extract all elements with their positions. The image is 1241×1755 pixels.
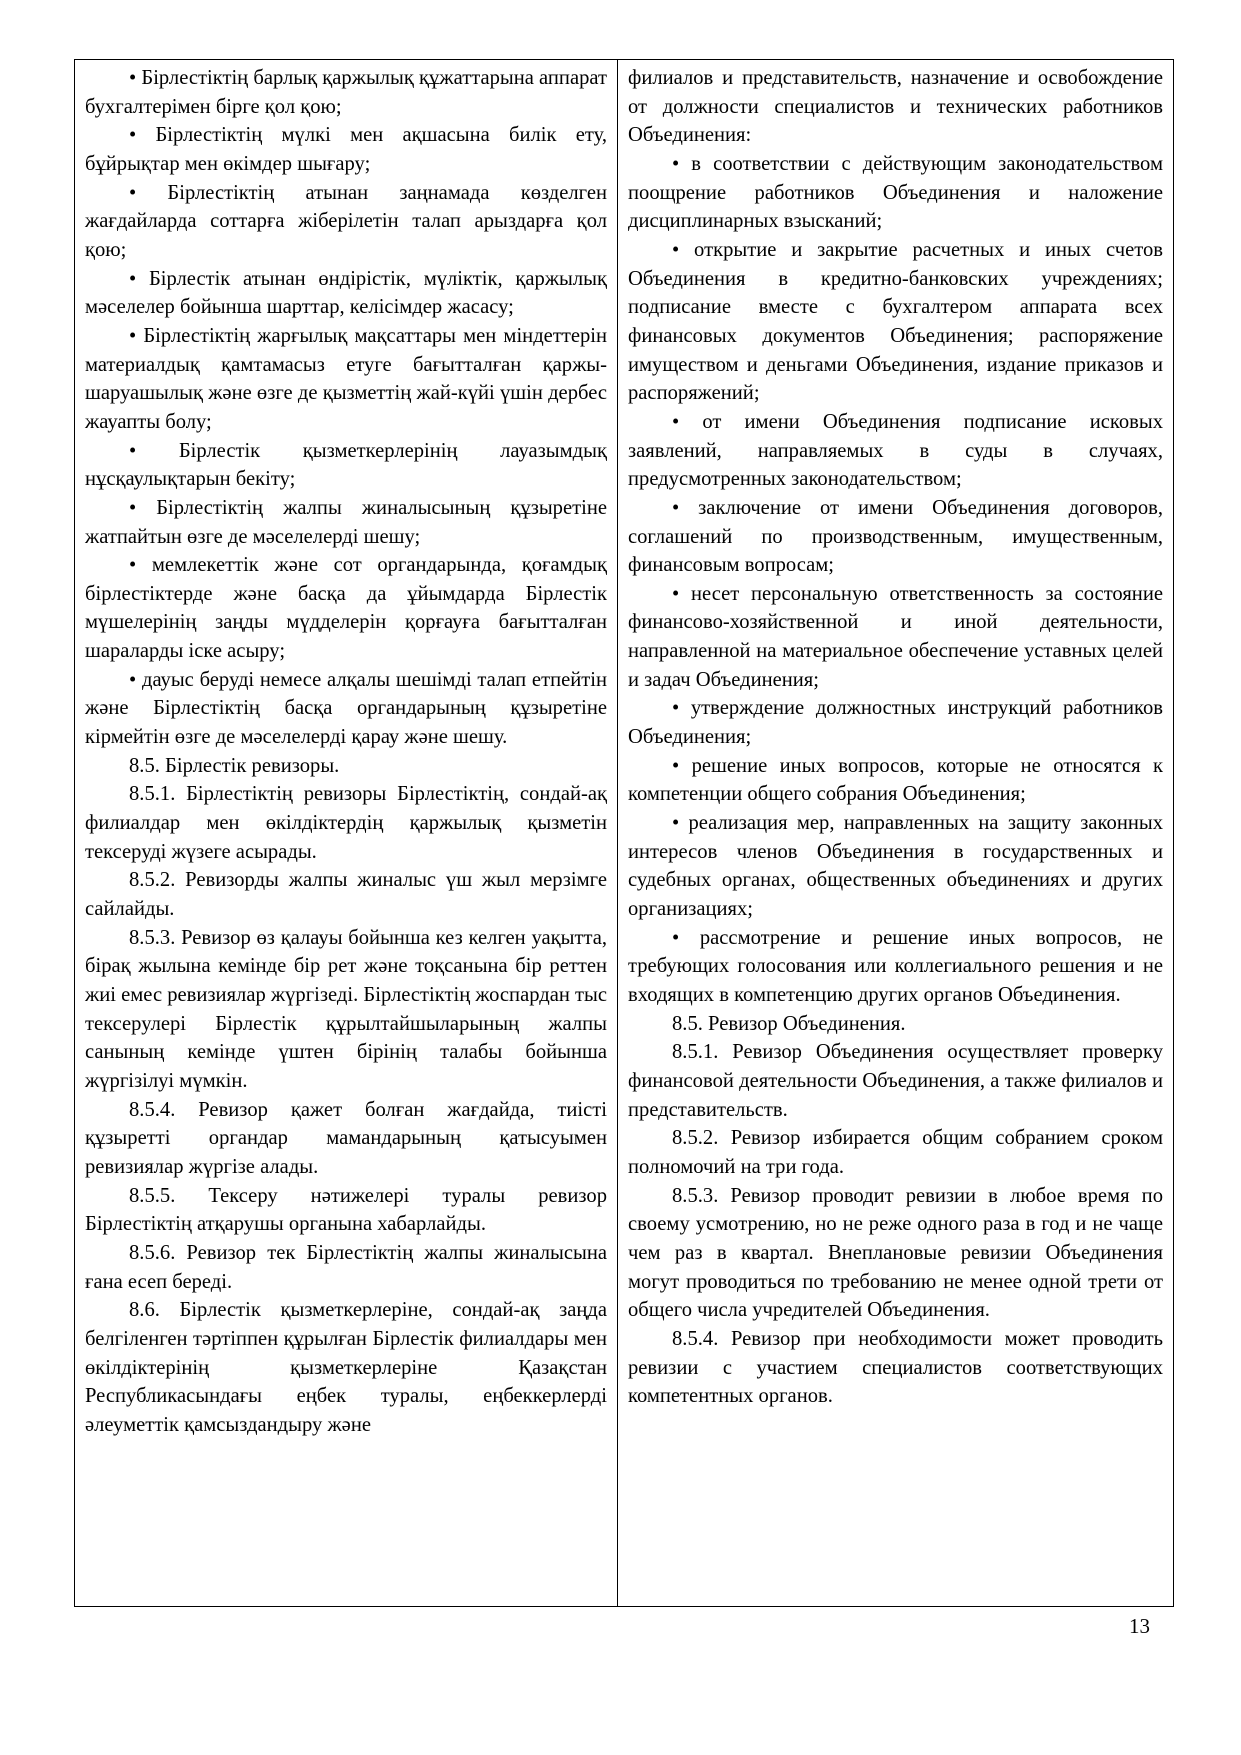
bilingual-text-table <box>74 59 1174 1607</box>
russian-section-heading: 8.5. Ревизор Объединения. <box>672 1012 906 1035</box>
russian-paragraph: 8.5.1. Ревизор Объединения осуществляет проверку финансовой деятельности Объединения, а также филиалов и представительств. <box>628 1041 1163 1121</box>
kazakh-paragraph: • Бірлестіктің атынан заңнамада көзделген жағдайларда соттарға жіберілетін талап арыздарға қол қою; <box>85 181 607 261</box>
kazakh-paragraph: • мемлекеттік және сот органдарында, қоғамдық бірлестіктерде және басқа да ұйымдарда Бірлестік мүшелерінің заңды мүдделерін қорғауға бағытталған шараларды іске асыру; <box>85 554 607 663</box>
kazakh-paragraph: • Бірлестіктің барлық қаржылық құжаттарына аппарат бухгалтерімен бірге қол қою; <box>85 67 607 118</box>
russian-paragraph: 8.5.2. Ревизор избирается общим собранием сроком полномочий на три года. <box>628 1127 1163 1178</box>
kazakh-paragraph: 8.5.2. Ревизорды жалпы жиналыс үш жыл мерзімге сайлайды. <box>85 869 607 921</box>
kazakh-paragraph: 8.5.4. Ревизор қажет болған жағдайда, тиісті құзыретті органдар мамандарының қатысуымен ревизиялар жүргізе алады. <box>85 1098 607 1178</box>
russian-paragraph: • несет персональную ответственность за состояние финансово-хозяйственной и иной деятельности, направленной на материальное обеспечение уставных целей и задач Объединения; <box>628 582 1163 691</box>
russian-text-column <box>618 60 1173 1606</box>
kazakh-paragraph: 8.5.6. Ревизор тек Бірлестіктің жалпы жиналысына ғана есеп береді. <box>85 1241 607 1293</box>
kazakh-paragraph: 8.5.3. Ревизор өз қалауы бойынша кез келген уақытта, бірақ жылына кемінде бір рет және тоқсанына бір реттен жиі емес ревизиялар жүргізеді. Бірлестіктің жоспардан тыс тексерулері Бірлестік құрылтайшыларының жалпы санының кемінде үштен бірінің талабы бойынша жүргізілуі мүмкін. <box>85 926 608 1092</box>
russian-paragraph: • от имени Объединения подписание исковых заявлений, направляемых в суды в случаях, предусмотренных законодательством; <box>628 410 1163 491</box>
russian-paragraph: • утверждение должностных инструкций работников Объединения; <box>628 697 1163 749</box>
kazakh-paragraph: • Бірлестік атынан өндірістік, мүліктік, қаржылық мәселелер бойынша шарттар, келісімдер жасасу; <box>85 267 607 319</box>
kazakh-paragraph: • Бірлестіктің жалпы жиналысының құзыретіне жатпайтын өзге де мәселелерді шешу; <box>85 496 607 548</box>
kazakh-section-heading: 8.5. Бірлестік ревизоры. <box>129 754 340 777</box>
kazakh-paragraph: 8.5.5. Тексеру нәтижелері туралы ревизор Бірлестіктің атқарушы органына хабарлайды. <box>85 1184 607 1236</box>
russian-paragraph: 8.5.4. Ревизор при необходимости может проводить ревизии с участием специалистов соответствующих компетентных органов. <box>628 1327 1163 1408</box>
russian-paragraph: • открытие и закрытие расчетных и иных счетов Объединения в кредитно-банковских учреждениях; подписание вместе с бухгалтером аппарата всех финансовых документов Объединения; распоряжение имуществом и деньгами Объединения, издание приказов и распоряжений; <box>628 238 1163 405</box>
russian-paragraph: • в соответствии с действующим законодательством поощрение работников Объединения и наложение дисциплинарных взысканий; <box>628 152 1163 233</box>
kazakh-paragraph: • дауыс беруді немесе алқалы шешімді талап етпейтін және Бірлестіктің басқа органдарының құзыретіне кірмейтін өзге де мәселелерді қарау және шешу. <box>85 668 607 749</box>
kazakh-paragraph: • Бірлестіктің мүлкі мен ақшасына билік ету, бұйрықтар мен өкімдер шығару; <box>85 124 607 175</box>
russian-continuation-paragraph: филиалов и представительств, назначение и освобождение от должности специалистов и технических работников Объединения: <box>628 67 1163 147</box>
russian-paragraph: • рассмотрение и решение иных вопросов, не требующих голосования или коллегиального решения и не входящих в компетенцию других органов Объединения. <box>628 926 1163 1006</box>
russian-paragraph: 8.5.3. Ревизор проводит ревизии в любое время по своему усмотрению, но не реже одного раза в год и не чаще чем раз в квартал. Внеплановые ревизии Объединения могут проводиться по требованию не менее одной трети от общего числа учредителей Объединения. <box>628 1184 1163 1322</box>
russian-paragraph: • реализация мер, направленных на защиту законных интересов членов Объединения в государственных и судебных органах, общественных объединениях и других организациях; <box>628 812 1163 921</box>
russian-paragraph: • решение иных вопросов, которые не относятся к компетенции общего собрания Объединения; <box>628 754 1163 806</box>
kazakh-paragraph: 8.5.1. Бірлестіктің ревизоры Бірлестіктің, сондай-ақ филиалдар мен өкілдіктердің қаржылық қызметін тексеруді жүзеге асырады. <box>85 783 607 863</box>
russian-paragraph: • заключение от имени Объединения договоров, соглашений по производственным, имущественным, финансовым вопросам; <box>628 496 1163 577</box>
kazakh-paragraph: 8.6. Бірлестік қызметкерлеріне, сондай-ақ заңда белгіленген тәртіппен құрылған Бірлестік филиалдары мен өкілдіктерінің қызметкерлеріне Қазақстан Республикасындағы еңбек туралы, еңбеккерлерді әлеуметтік қамсыздандыру және <box>85 1299 607 1436</box>
kazakh-text-column <box>75 60 618 1606</box>
page-number: 13 <box>1129 1614 1150 1638</box>
kazakh-paragraph: • Бірлестік қызметкерлерінің лауазымдық нұсқаулықтарын бекіту; <box>85 439 607 491</box>
kazakh-paragraph: • Бірлестіктің жарғылық мақсаттары мен міндеттерін материалдық қамтамасыз етуге бағытталған қаржы-шаруашылық және өзге де қызметтің жай-күйі үшін дербес жауапты болу; <box>85 324 607 433</box>
